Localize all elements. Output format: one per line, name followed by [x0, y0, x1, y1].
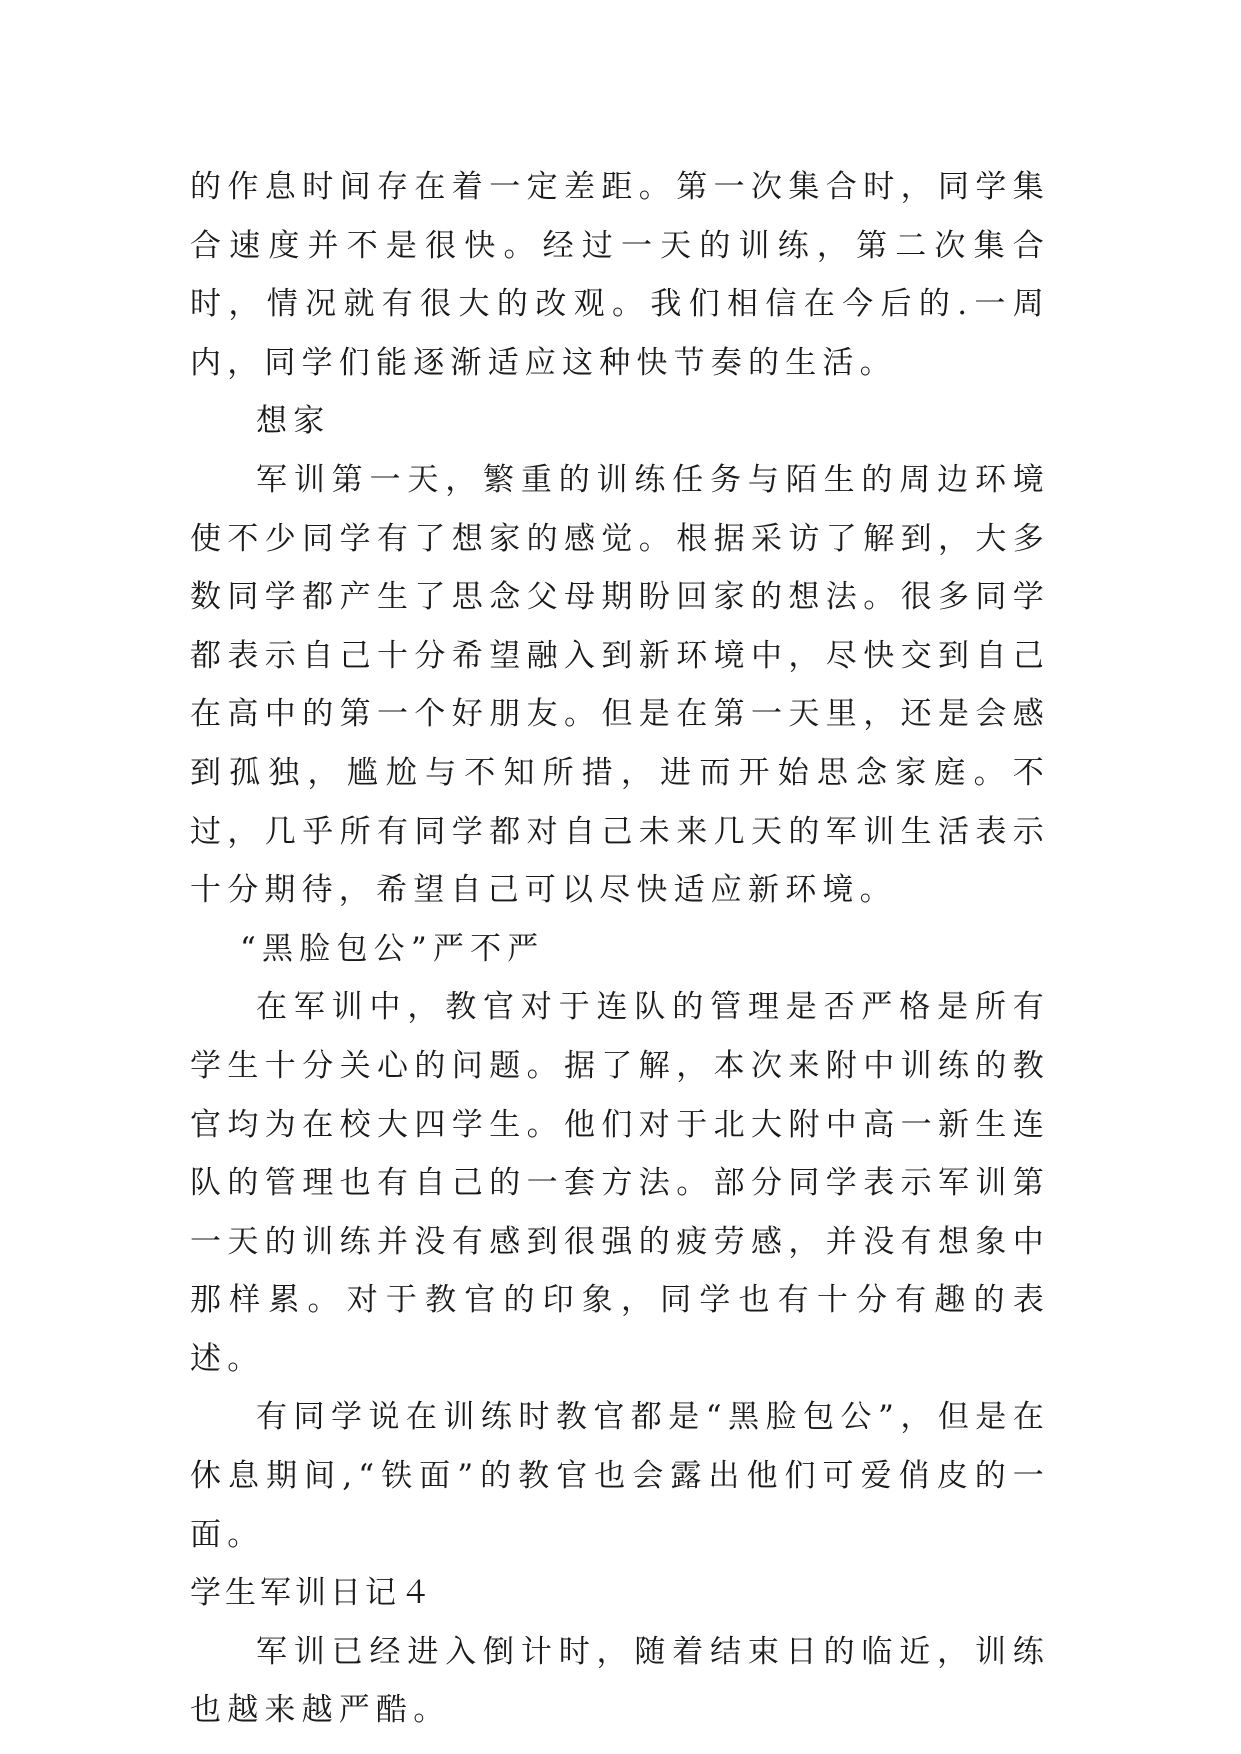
paragraph-schedule-continuation: 的作息时间存在着一定差距。第一次集合时，同学集合速度并不是很快。经过一天的训练，第二次集合时，情况就有很大的改观。我们相信在今后的.一周内，同学们能逐渐适应这种快节奏的生活。 — [190, 169, 1050, 381]
section-heading-diary-4: 学生军训日记４ — [190, 1575, 435, 1612]
subheading-homesick: 想家 — [256, 403, 331, 440]
document-body — [190, 158, 1050, 1740]
paragraph-homesick: 军训第一天，繁重的训练任务与陌生的周边环境使不少同学有了想家的感觉。根据采访了解到，大多数同学都产生了思念父母期盼回家的想法。很多同学都表示自己十分希望融入到新环境中，尽快交到自己在高中的第一个好朋友。但是在第一天里，还是会感到孤独，尴尬与不知所措，进而开始思念家庭。不过，几乎所有同学都对自己未来几天的军训生活表示十分期待，希望自己可以尽快适应新环境。 — [190, 461, 1050, 909]
paragraph-countdown: 军训已经进入倒计时，随着结束日的临近，训练也越来越严酷。 — [190, 1633, 1050, 1729]
paragraph-instructor-management: 在军训中，教官对于连队的管理是否严格是所有学生十分关心的问题。据了解，本次来附中训练的教官均为在校大四学生。他们对于北大附中高一新生连队的管理也有自己的一套方法。部分同学表示军训第一天的训练并没有感到很强的疲劳感，并没有想象中那样累。对于教官的印象，同学也有十分有趣的表述。 — [190, 989, 1050, 1377]
subheading-strict-instructor: “黑脸包公”严不严 — [240, 930, 545, 967]
paragraph-instructor-playful: 有同学说在训练时教官都是“黑脸包公”，但是在休息期间,“铁面”的教官也会露出他们可爱俏皮的一面。 — [190, 1399, 1050, 1553]
